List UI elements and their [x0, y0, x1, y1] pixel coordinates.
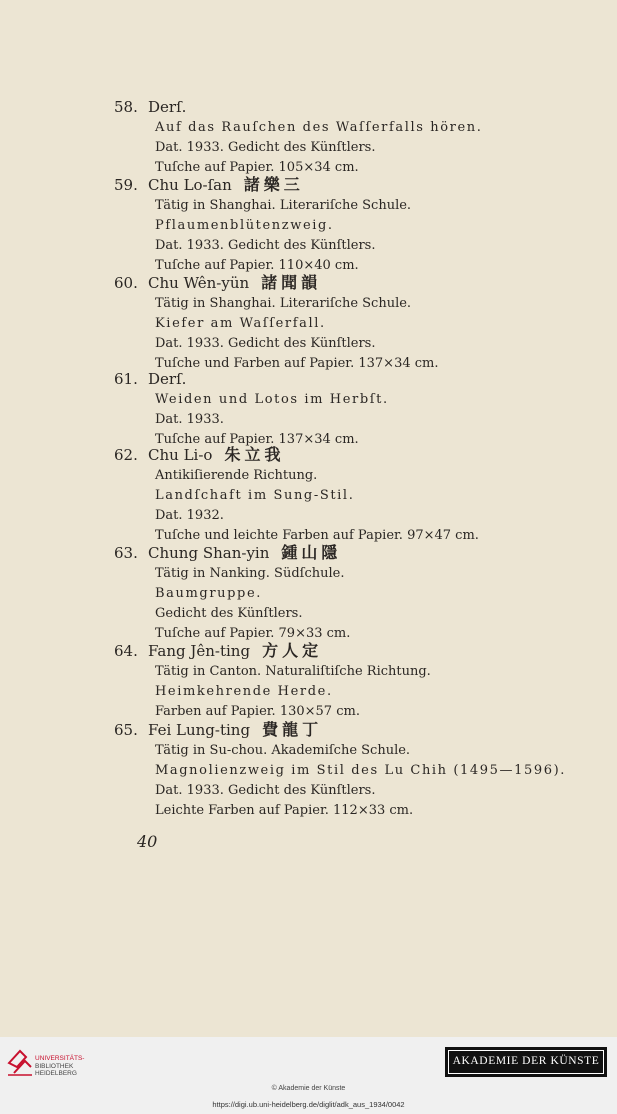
- entry-heading: [114, 719, 584, 741]
- artist-name: Chung Shan-yin: [148, 544, 270, 562]
- entry-number: 62.: [114, 446, 138, 464]
- catalogue-entry: [114, 368, 584, 450]
- entry-detail-line: Tätig in Shanghai. Literariſche Schule.: [155, 198, 412, 213]
- artist-name: Chu Lo-ſan: [148, 176, 232, 194]
- chinese-name: 方人定: [262, 641, 323, 660]
- artwork-title: Auf das Rauſchen des Waſſerfalls hören.: [155, 120, 483, 135]
- entry-detail-line: Dat. 1933. Gedicht des Künſtlers.: [155, 336, 376, 351]
- entry-detail-line: Dat. 1933. Gedicht des Künſtlers.: [155, 140, 376, 155]
- entry-heading: [114, 96, 584, 118]
- artist-name: Derſ.: [148, 370, 187, 388]
- chinese-name: 朱立我: [224, 445, 285, 464]
- entry-number: 60.: [114, 274, 138, 292]
- artwork-title: Heimkehrende Herde.: [155, 684, 333, 699]
- entry-heading: [114, 368, 584, 390]
- catalogue-entry: [114, 96, 584, 178]
- entry-heading: [114, 174, 584, 196]
- entry-heading: [114, 272, 584, 294]
- permalink-url[interactable]: https://digi.ub.uni-heidelberg.de/diglit/adk_aus_1934/0042: [212, 1100, 405, 1109]
- akademie-badge[interactable]: [445, 1047, 607, 1077]
- artist-name: Derſ.: [148, 98, 187, 116]
- catalogue-entry: [114, 174, 584, 276]
- entry-detail-line: Tuſche auf Papier. 137×34 cm.: [155, 432, 359, 447]
- entry-detail-line: Tuſche und Farben auf Papier. 137×34 cm.: [155, 356, 439, 371]
- entry-number: 64.: [114, 642, 138, 660]
- artwork-title: Weiden und Lotos im Herbſt.: [155, 392, 389, 407]
- catalogue-entry: [114, 719, 584, 821]
- artwork-title: Kiefer am Waſſerfall.: [155, 316, 326, 331]
- page-number: 40: [137, 832, 158, 851]
- artwork-title: Baumgruppe.: [155, 586, 262, 601]
- entry-detail-line: Tuſche auf Papier. 110×40 cm.: [155, 258, 359, 273]
- entry-detail-line: Tuſche auf Papier. 79×33 cm.: [155, 626, 351, 641]
- university-library-logo[interactable]: [6, 1045, 126, 1081]
- entry-detail-line: Tätig in Canton. Naturaliſtiſche Richtung.: [155, 664, 431, 679]
- entry-heading: [114, 542, 584, 564]
- artwork-title: Landſchaft im Sung-Stil.: [155, 488, 355, 503]
- entry-number: 59.: [114, 176, 138, 194]
- chinese-name: 鍾山隱: [281, 543, 342, 562]
- catalogue-entry: [114, 542, 584, 644]
- entry-detail-line: Tuſche und leichte Farben auf Papier. 97×47 cm.: [155, 528, 479, 543]
- entry-detail-line: Dat. 1933. Gedicht des Künſtlers.: [155, 238, 376, 253]
- entry-number: 58.: [114, 98, 138, 116]
- chinese-name: 諸聞韻: [261, 273, 322, 292]
- artist-name: Fang Jên-ting: [148, 642, 251, 660]
- entry-detail-line: Tuſche auf Papier. 105×34 cm.: [155, 160, 359, 175]
- entry-detail-line: Tätig in Nanking. Südſchule.: [155, 566, 345, 581]
- logo-line-2: BIBLIOTHEK: [35, 1062, 74, 1070]
- library-emblem-icon: [6, 1045, 34, 1079]
- akademie-badge-label: AKADEMIE DER KÜNSTE: [448, 1050, 604, 1074]
- entry-detail-line: Dat. 1933.: [155, 412, 224, 427]
- chinese-name: 諸樂三: [243, 175, 304, 194]
- artwork-title: Magnolienzweig im Stil des Lu Chih (1495—1596).: [155, 763, 567, 778]
- entry-detail-line: Leichte Farben auf Papier. 112×33 cm.: [155, 803, 414, 818]
- chinese-name: 費龍丁: [262, 720, 323, 739]
- artist-name: Chu Li-o: [148, 446, 213, 464]
- entry-detail-line: Tätig in Shanghai. Literariſche Schule.: [155, 296, 412, 311]
- catalogue-entry: [114, 444, 584, 546]
- catalogue-entry: [114, 272, 584, 374]
- entry-detail-line: Dat. 1933. Gedicht des Künſtlers.: [155, 783, 376, 798]
- entry-detail-line: Dat. 1932.: [155, 508, 224, 523]
- entry-heading: [114, 444, 584, 466]
- logo-line-3: HEIDELBERG: [35, 1070, 77, 1077]
- artwork-title: Pflaumenblütenzweig.: [155, 218, 334, 233]
- entry-number: 65.: [114, 721, 138, 739]
- entry-detail-line: Gedicht des Künſtlers.: [155, 606, 303, 621]
- copyright-notice: © Akademie der Künste: [271, 1085, 346, 1092]
- entry-heading: [114, 640, 584, 662]
- viewer-footer: [0, 1037, 617, 1114]
- logo-line-1: UNIVERSITÄTS-: [35, 1055, 85, 1062]
- entry-detail-line: Tätig in Su-chou. Akademiſche Schule.: [155, 743, 411, 758]
- entry-number: 61.: [114, 370, 138, 388]
- artist-name: Fei Lung-ting: [148, 721, 251, 739]
- catalogue-entry: [114, 640, 584, 722]
- entry-number: 63.: [114, 544, 138, 562]
- logo-wordmark: [35, 1055, 84, 1078]
- entry-detail-line: Antikiſierende Richtung.: [155, 468, 318, 483]
- artist-name: Chu Wên-yün: [148, 274, 250, 292]
- entry-detail-line: Farben auf Papier. 130×57 cm.: [155, 704, 360, 719]
